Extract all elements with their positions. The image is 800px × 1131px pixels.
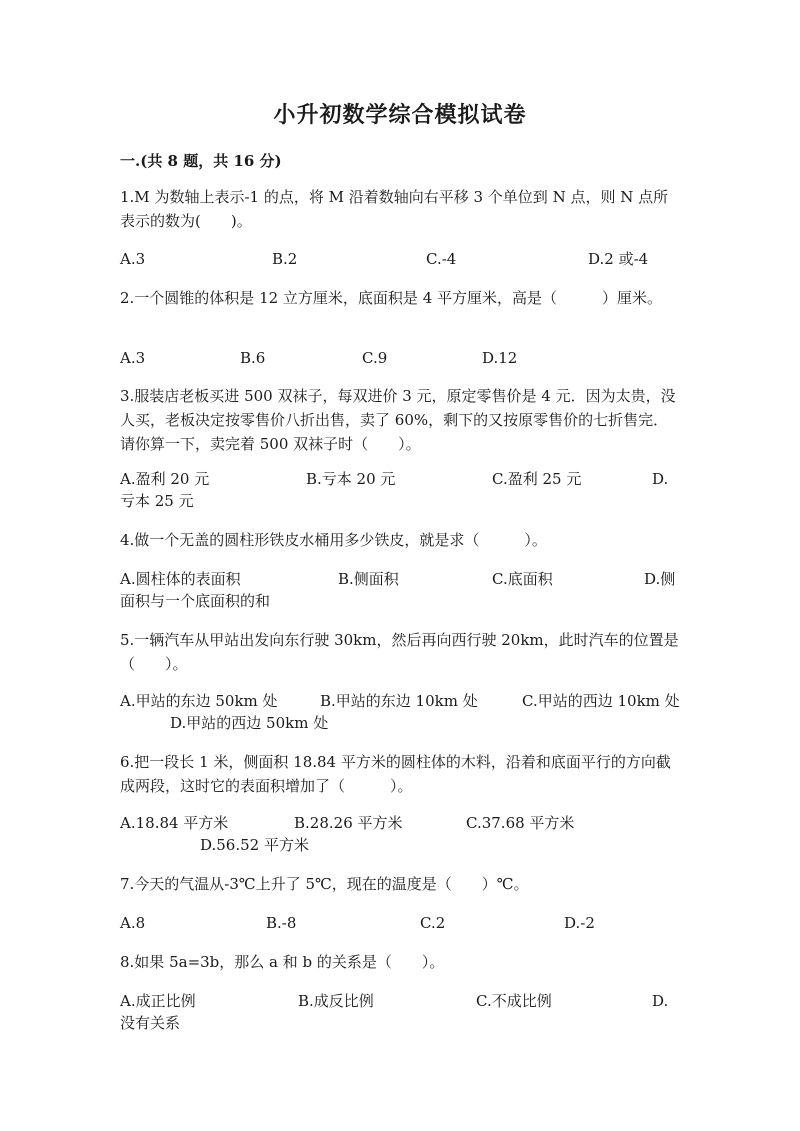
question-6-options (120, 812, 680, 860)
question-2-option-a[interactable]: A.3 (120, 349, 146, 367)
question-8-option-a[interactable]: A.成正比例 (120, 992, 196, 1010)
question-7-option-d[interactable]: D.-2 (564, 914, 595, 932)
question-3-option-d-text[interactable]: 亏本 25 元 (120, 492, 194, 510)
question-7-option-a[interactable]: A.8 (120, 914, 146, 932)
question-8-stem: 8.如果 5a=3b，那么 a 和 b 的关系是（ ）。 (120, 953, 445, 971)
question-6-option-a[interactable]: A.18.84 平方米 (120, 814, 229, 832)
question-5-option-a[interactable]: A.甲站的东边 50km 处 (120, 692, 278, 710)
question-3-option-d[interactable]: D. (652, 470, 669, 488)
question-6-option-b[interactable]: B.28.26 平方米 (294, 814, 403, 832)
question-6-option-d[interactable]: D.56.52 平方米 (200, 836, 309, 854)
question-1-option-a[interactable]: A.3 (120, 250, 146, 268)
section-heading: 一.(共 8 题，共 16 分) (120, 152, 282, 170)
question-2-option-d[interactable]: D.12 (482, 349, 518, 367)
question-7-option-b[interactable]: B.-8 (266, 914, 297, 932)
question-5-stem: 5.一辆汽车从甲站出发向东行驶 30km，然后再向西行驶 20km，此时汽车的位置是（ ）。 (120, 631, 679, 673)
question-6-stem: 6.把一段长 1 米，侧面积 18.84 平方米的圆柱体的木料，沿着和底面平行的方向截成两段，这时它的表面积增加了（ ）。 (120, 753, 671, 795)
question-2-stem: 2.一个圆锥的体积是 12 立方厘米，底面积是 4 平方厘米，高是（ ）厘米。 (120, 289, 663, 307)
question-2-option-c[interactable]: C.9 (362, 349, 388, 367)
question-1-option-c[interactable]: C.-4 (426, 250, 457, 268)
question-3-options (120, 468, 680, 516)
question-6-option-c[interactable]: C.37.68 平方米 (466, 814, 575, 832)
question-5-options (120, 690, 680, 738)
question-1-option-b[interactable]: B.2 (272, 250, 298, 268)
question-8-option-c[interactable]: C.不成比例 (476, 992, 552, 1010)
question-8-options (120, 990, 680, 1038)
question-3-option-b[interactable]: B.亏本 20 元 (306, 470, 396, 488)
question-1-stem: 1.M 为数轴上表示-1 的点，将 M 沿着数轴向右平移 3 个单位到 N 点，则 N 点所表示的数为( )。 (120, 188, 669, 230)
question-3-option-a[interactable]: A.盈利 20 元 (120, 470, 210, 488)
question-8-option-d-text[interactable]: 没有关系 (120, 1014, 181, 1032)
question-7-stem: 7.今天的气温从-3℃上升了 5℃，现在的温度是（ ）℃。 (120, 875, 529, 893)
question-2-option-b[interactable]: B.6 (240, 349, 266, 367)
question-4-stem: 4.做一个无盖的圆柱形铁皮水桶用多少铁皮，就是求（ ）。 (120, 531, 547, 549)
question-4-option-a[interactable]: A.圆柱体的表面积 (120, 570, 241, 588)
question-4-option-b[interactable]: B.侧面积 (338, 570, 399, 588)
exam-title: 小升初数学综合模拟试卷 (273, 102, 527, 128)
question-5-option-c[interactable]: C.甲站的西边 10km 处 (522, 692, 680, 710)
question-3-stem: 3.服装店老板买进 500 双袜子，每双进价 3 元，原定零售价是 4 元．因为太贵，没人买，老板决定按零售价八折出售，卖了 60%，剩下的又按原零售价的七折售完．请你算一下，卖完着 500 双袜子时（ ）。 (120, 387, 676, 453)
question-4-option-d-text[interactable]: 面积与一个底面积的和 (120, 592, 271, 610)
question-3-option-c[interactable]: C.盈利 25 元 (492, 470, 582, 488)
question-1-option-d[interactable]: D.2 或-4 (588, 250, 649, 268)
question-7-option-c[interactable]: C.2 (420, 914, 446, 932)
question-5-option-d[interactable]: D.甲站的西边 50km 处 (170, 714, 329, 732)
question-8-option-d[interactable]: D. (652, 992, 669, 1010)
question-5-option-b[interactable]: B.甲站的东边 10km 处 (320, 692, 478, 710)
question-4-option-c[interactable]: C.底面积 (492, 570, 553, 588)
question-4-option-d[interactable]: D.侧 (644, 570, 676, 588)
question-8-option-b[interactable]: B.成反比例 (298, 992, 374, 1010)
question-4-options (120, 568, 680, 616)
